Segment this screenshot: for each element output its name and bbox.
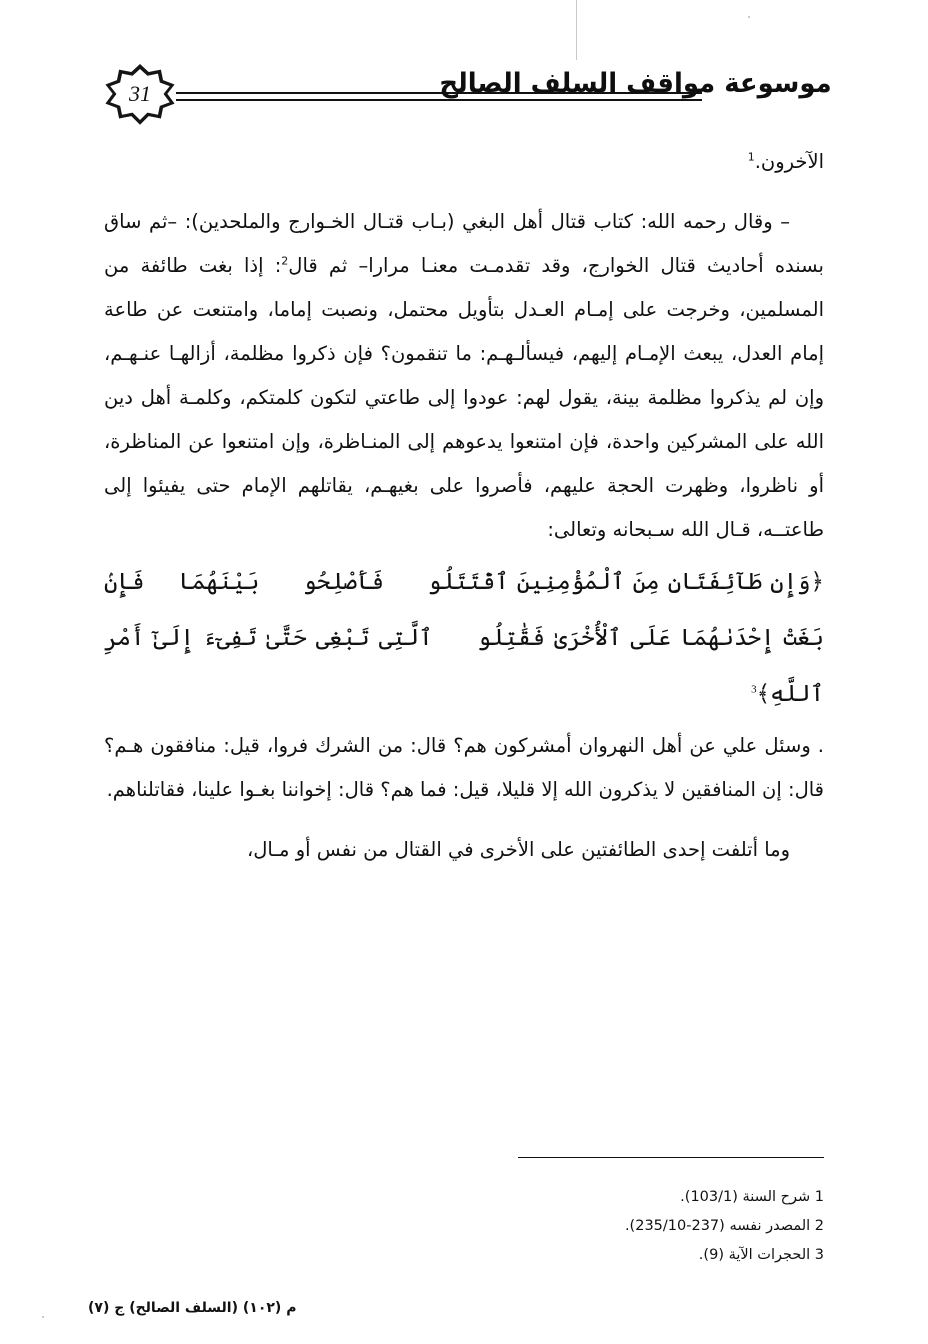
footnote-item: 1 شرح السنة (103/1). [680, 1189, 824, 1205]
book-title: موسوعة مواقف السلف الصالح [439, 68, 832, 99]
page-body [104, 140, 824, 874]
page-number-badge [104, 64, 176, 126]
footnote-marker-1: 1 [747, 150, 755, 164]
footnote-marker-2: 2 [281, 254, 289, 268]
footnote-item: 3 الحجرات الآية (9). [698, 1247, 824, 1263]
scan-artifact [576, 0, 577, 60]
paragraph-spacer [104, 186, 824, 200]
quran-verse [104, 554, 824, 722]
paragraph-last: وما أتلفت إحدى الطائفتين على الأخرى في القتال من نفس أو مـال، [246, 838, 790, 861]
page-number: 31 [129, 80, 151, 106]
footnote-separator [518, 1157, 824, 1158]
page-header [96, 62, 832, 132]
footnote-item: 2 المصدر نفسه (237-235/10). [624, 1218, 824, 1234]
paragraph-main-part-b: : إذا بغت طائفة من المسلمين، وخرجت على إمـام العـدل بتأويل محتمل، ونصبت إماما، وامتنعت عن طاعة إمام العدل، يبعث الإمـام إليهم، فيسألـهـم: ما تنقمون؟ فإن ذكروا مظلمة، أزالهـا عنـهـم، وإن لم يذكروا مظلمة بينة، يقول لهم: عودوا إلى طاعتي لتكون كلمتكم، وكلمـة أهل دين الله على المشركين واحدة، فإن امتنعوا يدعوهم إلى المنـاظرة، وإن امتنعوا عن المناظرة، أو ناظروا، وظهرت الحجة عليهم، فأصروا على بغيهـم، يقاتلهم الإمام حتى يفيئوا إلى طاعتــه، قـال الله سـبحانه وتعالى: [104, 254, 824, 541]
quran-verse-text: ﴿وَإِن طَآئِفَتَانِ مِنَ ٱلْمُؤْمِنِينَ ٱقْتَتَلُوا۟ فَأَصْلِحُوا۟ بَيْنَهُمَا ۖ فَإِنۢ بَغَتْ إِحْدَىٰهُمَا عَلَى ٱلْأُخْرَىٰ فَقَٰتِلُوا۟ ٱلَّتِى تَبْغِى حَتَّىٰ تَفِىٓءَ إِلَىٰٓ أَمْرِ ٱللَّهِ﴾ [104, 569, 824, 706]
paragraph-spacer-2 [104, 814, 824, 828]
scan-artifact [748, 16, 750, 18]
continuation-line [104, 140, 824, 184]
footnote-list [104, 1183, 824, 1270]
footnote-marker-3: 3 [751, 683, 757, 696]
scan-artifact [42, 1316, 44, 1318]
print-signature: م (١٠٢) (السلف الصالح) ج (٧) [88, 1300, 297, 1316]
paragraph-after-verse: . وسئل علي عن أهل النهروان أمشركون هم؟ قال: من الشرك فروا، قيل: منافقون هـم؟ قال: إن المنافقين لا يذكرون الله إلا قليلا، قيل: فما هم؟ قال: إخواننا بغـوا علينا، فقاتلناهم. [104, 734, 824, 801]
paragraph-main [104, 200, 824, 552]
continuation-text: الآخرون. [754, 150, 824, 173]
paragraph-main-part-a: – وقال رحمه الله: كتاب قتال أهل البغي (بـاب قتـال الخـوارج والملحدين): –ثم ساق بسنده أحاديث قتال الخوارج، وقد تقدمـت معنـا مرارا– ثم قال [104, 210, 824, 277]
